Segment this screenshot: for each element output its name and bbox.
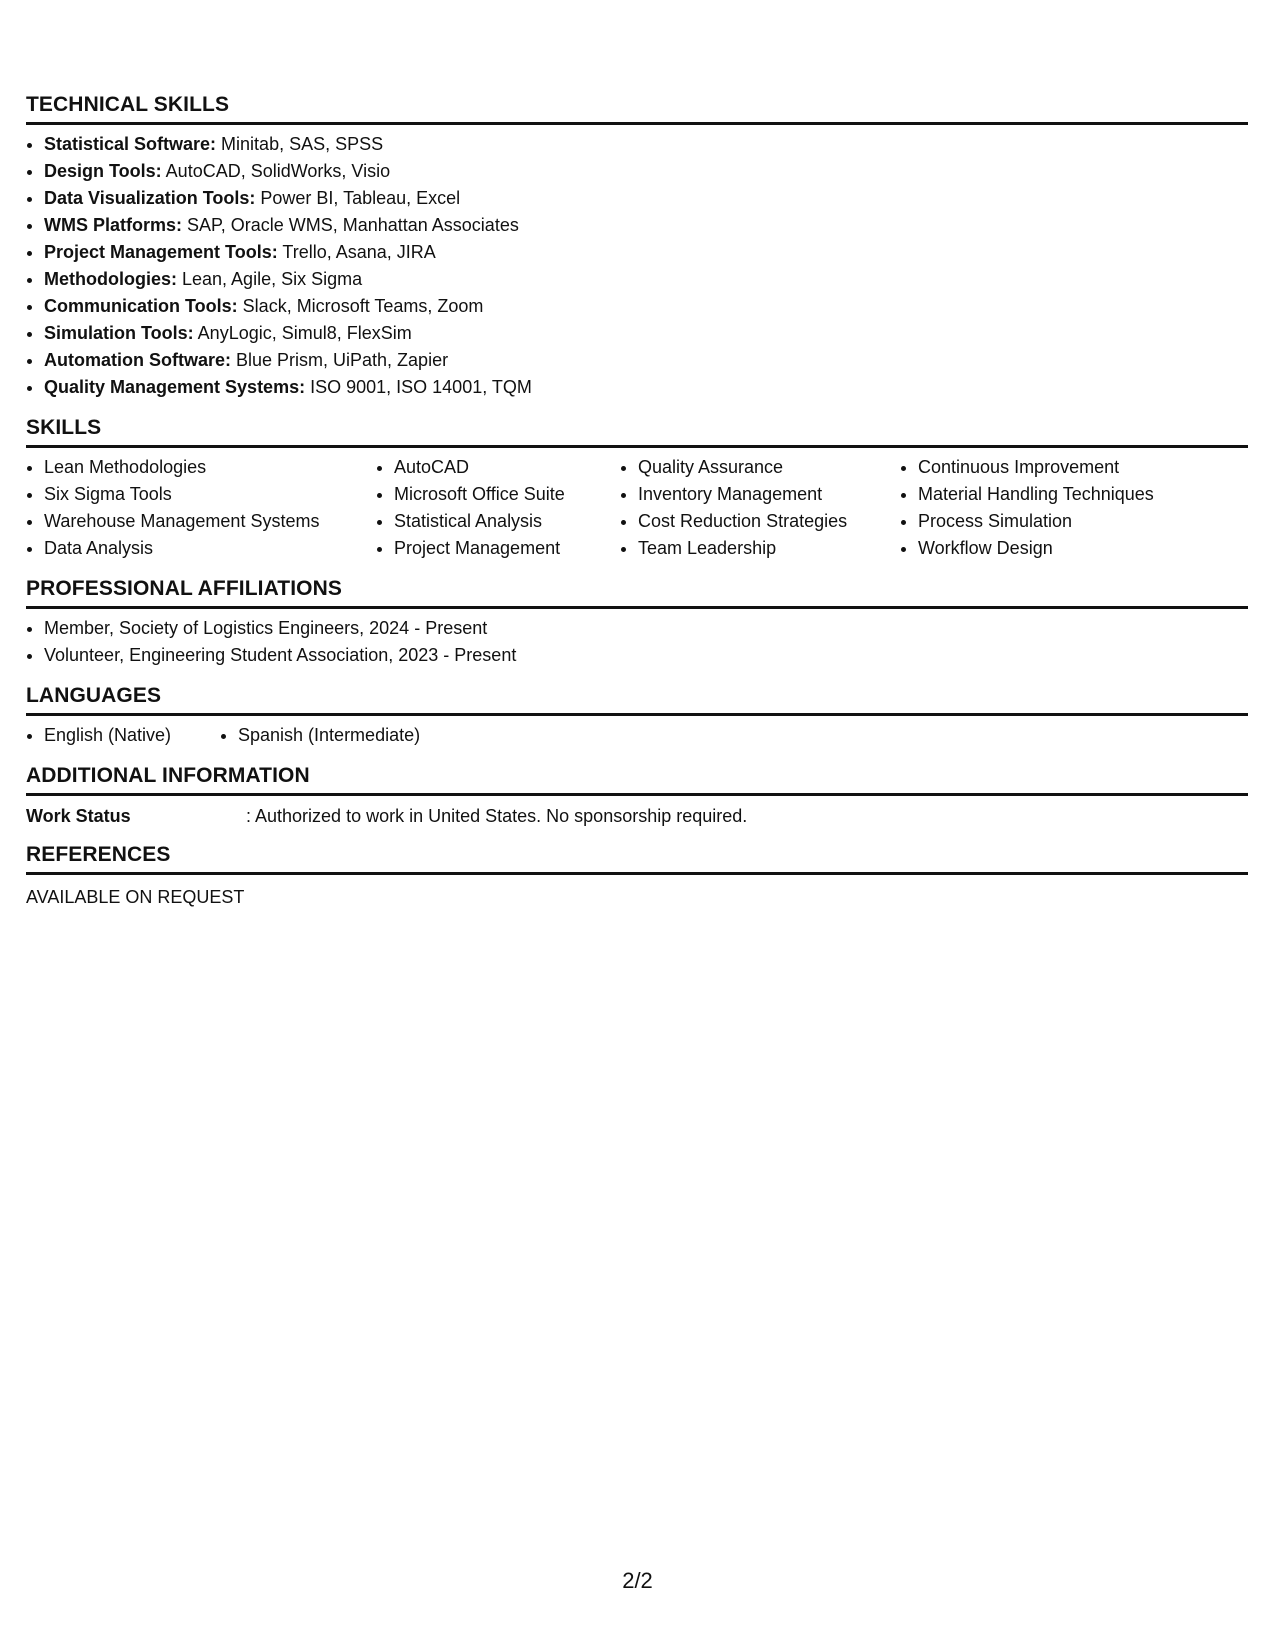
section-title: TECHNICAL SKILLS — [26, 92, 1248, 125]
section-title: REFERENCES — [26, 842, 1248, 875]
item-label: Methodologies: — [44, 269, 177, 289]
list-item: • Lean Methodologies — [44, 454, 376, 481]
item-value: Lean, Agile, Six Sigma — [177, 269, 363, 289]
languages-column — [220, 722, 420, 749]
list-item — [44, 212, 1248, 239]
list-item: • Volunteer, Engineering Student Association, 2023 - Present — [44, 642, 1248, 669]
item-label: Automation Software: — [44, 350, 231, 370]
list-item — [44, 293, 1248, 320]
item-value: ISO 9001, ISO 14001, TQM — [305, 377, 532, 397]
list-item — [44, 347, 1248, 374]
skills-grid — [26, 454, 1248, 562]
affiliations-list — [26, 615, 1248, 669]
references-section — [26, 842, 1248, 909]
list-item: • Warehouse Management Systems — [44, 508, 376, 535]
list-item: • Six Sigma Tools — [44, 481, 376, 508]
technical-skills-list — [26, 131, 1248, 401]
languages-section — [26, 683, 1248, 749]
resume-page — [26, 92, 1248, 923]
item-label: Quality Management Systems: — [44, 377, 306, 397]
list-item: • English (Native) — [44, 722, 220, 749]
skills-section — [26, 415, 1248, 562]
list-item: • Statistical Analysis — [394, 508, 620, 535]
list-item: • Cost Reduction Strategies — [638, 508, 900, 535]
list-item: • Material Handling Techniques — [918, 481, 1218, 508]
list-item: • Inventory Management — [638, 481, 900, 508]
list-item — [44, 158, 1248, 185]
list-item: • Spanish (Intermediate) — [238, 722, 420, 749]
item-label: WMS Platforms: — [44, 215, 183, 235]
list-item: • Member, Society of Logistics Engineers, 2024 - Present — [44, 615, 1248, 642]
work-status-value: : Authorized to work in United States. No sponsorship required. — [246, 806, 748, 826]
list-item: • Quality Assurance — [638, 454, 900, 481]
item-label: Project Management Tools: — [44, 242, 278, 262]
skills-column — [620, 454, 900, 562]
item-label: Simulation Tools: — [44, 323, 194, 343]
section-title: ADDITIONAL INFORMATION — [26, 763, 1248, 796]
affiliations-section — [26, 576, 1248, 669]
languages-column — [26, 722, 220, 749]
list-item — [44, 131, 1248, 158]
work-status-label: Work Status — [26, 806, 131, 826]
skills-column — [26, 454, 376, 562]
item-value: Blue Prism, UiPath, Zapier — [231, 350, 449, 370]
references-text: AVAILABLE ON REQUEST — [26, 887, 245, 907]
section-title: PROFESSIONAL AFFILIATIONS — [26, 576, 1248, 609]
list-item — [44, 239, 1248, 266]
list-item: • Microsoft Office Suite — [394, 481, 620, 508]
list-item: • Project Management — [394, 535, 620, 562]
item-value: AnyLogic, Simul8, FlexSim — [193, 323, 412, 343]
list-item — [44, 185, 1248, 212]
item-label: Statistical Software: — [44, 134, 217, 154]
item-value: Slack, Microsoft Teams, Zoom — [237, 296, 484, 316]
section-title: LANGUAGES — [26, 683, 1248, 716]
list-item: • Team Leadership — [638, 535, 900, 562]
skills-column — [900, 454, 1218, 562]
languages-list — [26, 716, 1248, 749]
skills-column — [376, 454, 620, 562]
list-item — [44, 266, 1248, 293]
additional-info-section — [26, 763, 1248, 828]
page-number: 2/2 — [622, 1568, 653, 1593]
item-value: Power BI, Tableau, Excel — [255, 188, 461, 208]
item-label: Data Visualization Tools: — [44, 188, 256, 208]
list-item: • Workflow Design — [918, 535, 1218, 562]
item-value: SAP, Oracle WMS, Manhattan Associates — [182, 215, 519, 235]
list-item — [44, 320, 1248, 347]
list-item: • AutoCAD — [394, 454, 620, 481]
list-item: • Data Analysis — [44, 535, 376, 562]
list-item: • Process Simulation — [918, 508, 1218, 535]
item-value: Trello, Asana, JIRA — [277, 242, 436, 262]
technical-skills-section — [26, 92, 1248, 401]
list-item — [44, 374, 1248, 401]
section-title: SKILLS — [26, 415, 1248, 448]
item-label: Communication Tools: — [44, 296, 238, 316]
work-status-row — [26, 804, 1248, 828]
list-item: • Continuous Improvement — [918, 454, 1218, 481]
item-label: Design Tools: — [44, 161, 162, 181]
item-value: AutoCAD, SolidWorks, Visio — [161, 161, 391, 181]
item-value: Minitab, SAS, SPSS — [216, 134, 384, 154]
